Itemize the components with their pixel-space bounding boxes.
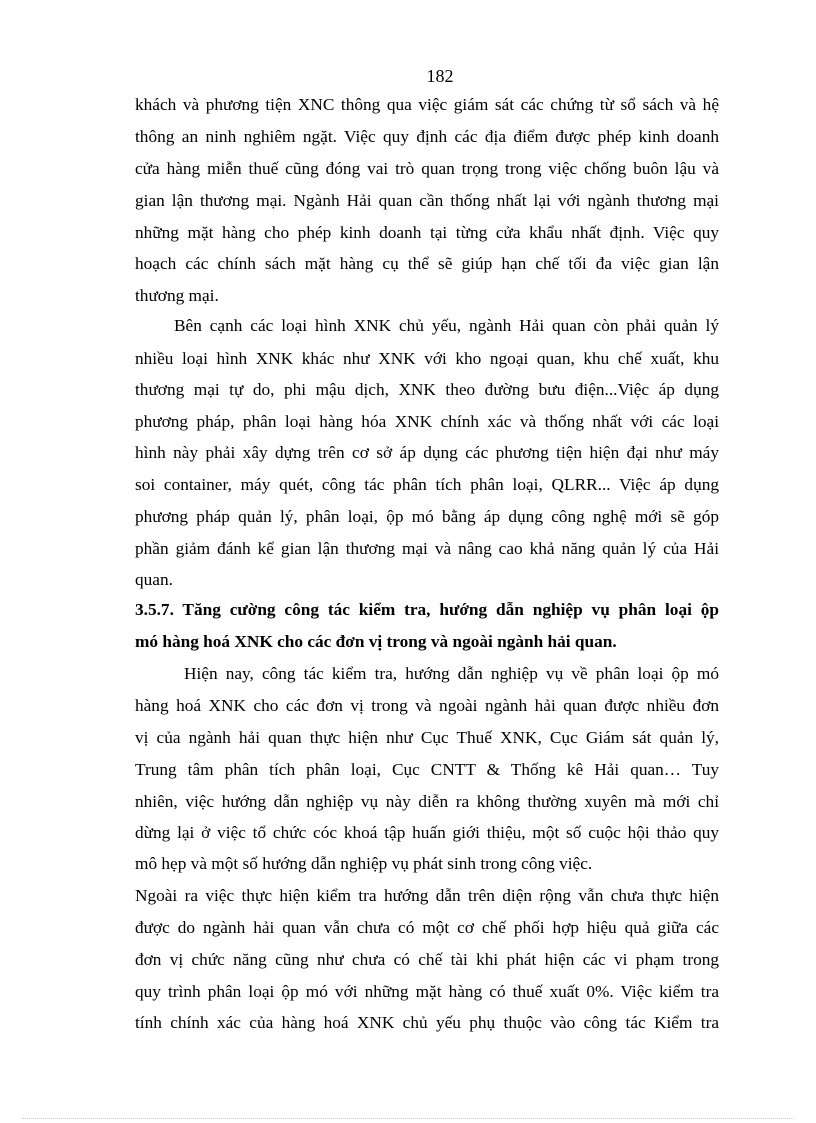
text-line: hình này phải xây dựng trên cơ sở áp dụng các phương tiện hiện đại như máy [135,443,719,462]
text-line: Ngoài ra việc thực hiện kiểm tra hướng dẫn trên diện rộng vẫn chưa thực hiện [135,886,719,905]
page-bottom-border [22,1118,794,1119]
text-line: vị của ngành hải quan thực hiện như Cục Thuế XNK, Cục Giám sát quản lý, [135,728,719,747]
text-line: được do ngành hải quan vẫn chưa có một cơ chế phối hợp hiệu quả giữa các [135,918,719,937]
text-line: Trung tâm phân tích phân loại, Cục CNTT & Thống kê Hải quan… Tuy [135,760,719,779]
text-line: phương pháp, phân loại hàng hóa XNK chính xác và thống nhất với các loại [135,412,719,431]
text-line: nhiều loại hình XNK khác như XNK với kho ngoại quan, khu chế xuất, khu [135,349,719,368]
paragraph-first-line: Bên cạnh các loại hình XNK chủ yếu, ngành Hải quan còn phải quản lý [174,316,719,335]
text-line: phương pháp quản lý, phân loại, ộp mó bằng áp dụng công nghệ mới sẽ góp [135,507,719,526]
text-line: quy trình phân loại ộp mó với những mặt hàng có thuế xuất 0%. Việc kiểm tra [135,982,719,1001]
text-line: nhiên, việc hướng dẫn nghiệp vụ này diễn ra không thường xuyên mà mới chỉ [135,792,719,811]
section-heading: mó hàng hoá XNK cho các đơn vị trong và ngoài ngành hải quan. [135,632,617,651]
text-line: phần giảm đánh kể gian lận thương mại và nâng cao khả năng quản lý của Hải [135,539,719,558]
paragraph-first-line: Hiện nay, công tác kiểm tra, hướng dẫn nghiệp vụ về phân loại ộp mó [184,664,719,683]
text-line: quan. [135,570,173,589]
text-line: cửa hàng miễn thuế cũng đóng vai trò quan trọng trong việc chống buôn lậu và [135,159,719,178]
text-line: tính chính xác của hàng hoá XNK chủ yếu phụ thuộc vào công tác Kiểm tra [135,1013,719,1032]
text-line: hoạch các chính sách mặt hàng cụ thể sẽ giúp hạn chế tối đa việc gian lận [135,254,719,273]
text-line: thương mại tự do, phi mậu dịch, XNK theo đường bưu điện...Việc áp dụng [135,380,719,399]
text-line: gian lận thương mại. Ngành Hải quan cần thống nhất lại với ngành thương mại [135,191,719,210]
text-line: soi container, máy quét, công tác phân tích phân loại, QLRR... Việc áp dụng [135,475,719,494]
section-heading: 3.5.7. Tăng cường công tác kiểm tra, hướng dẫn nghiệp vụ phân loại ộp [135,600,719,619]
text-line: khách và phương tiện XNC thông qua việc giám sát các chứng từ sổ sách và hệ [135,95,719,114]
page-number: 182 [426,66,454,86]
text-line: thương mại. [135,286,219,305]
text-line: đơn vị chức năng cũng như chưa có chế tài khi phát hiện các vi phạm trong [135,950,719,969]
text-line: dừng lại ở việc tổ chức cóc khoá tập huấn giới thiệu, một số cuộc hội thảo quy [135,823,719,842]
text-line: những mặt hàng cho phép kinh doanh tại từng cửa khẩu nhất định. Việc quy [135,223,719,242]
text-line: mô hẹp và một số hướng dẫn nghiệp vụ phát sinh trong công việc. [135,854,593,873]
text-line: thông an ninh nghiêm ngặt. Việc quy định các địa điểm được phép kinh doanh [135,127,719,146]
text-line: hàng hoá XNK cho các đơn vị trong và ngoài ngành hải quan được nhiều đơn [135,696,719,715]
